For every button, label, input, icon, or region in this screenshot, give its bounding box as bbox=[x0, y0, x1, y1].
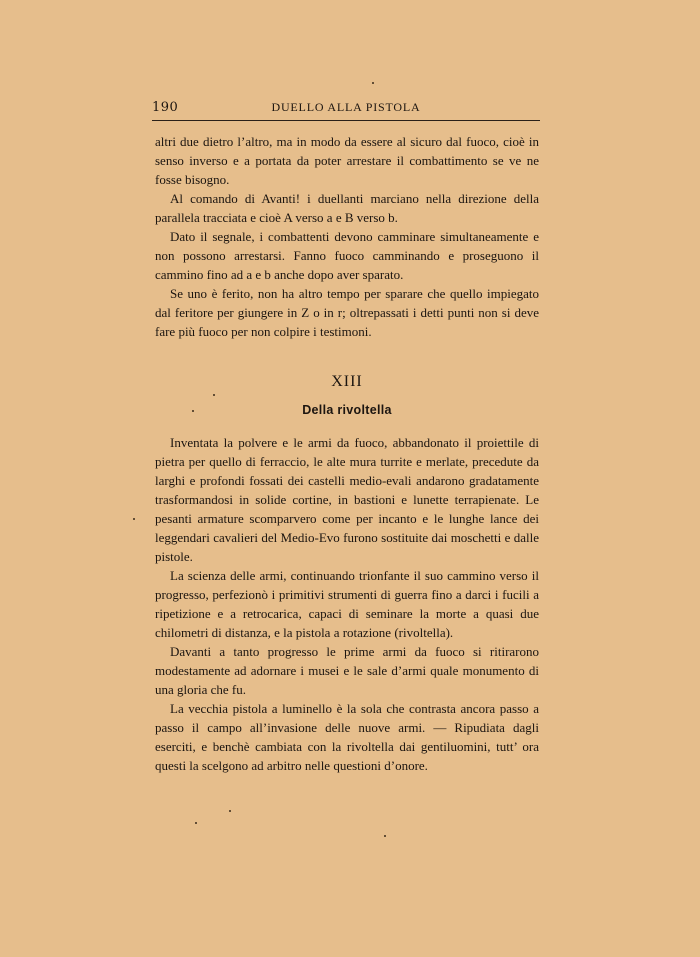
paper-speck bbox=[213, 394, 215, 396]
page-header bbox=[152, 98, 540, 121]
paper-speck bbox=[195, 822, 197, 824]
bottom-text-block bbox=[155, 433, 539, 775]
paragraph: Dato il segnale, i combattenti devono camminare simultaneamente e non possono arrestarsi. Fanno fuoco camminando e proseguono il cammino fino ad a e b anche dopo aver sparato. bbox=[155, 229, 539, 282]
paper-speck bbox=[192, 410, 194, 412]
paragraph: altri due dietro l’altro, ma in modo da essere al sicuro dal fuoco, cioè in senso inverso e a portata da poter arrestare il combattimento se ve ne fosse bisogno. bbox=[155, 134, 539, 187]
top-text-block bbox=[155, 132, 539, 341]
paper-speck bbox=[372, 82, 374, 84]
paragraph: Inventata la polvere e le armi da fuoco, abbandonato il proiettile di pietra per quello di ferraccio, le alte mura turrite e merlate, precedute da larghi e profondi fossati dei castelli medio-evali andarono gradatamente trasformandosi in solide cortine, in bastioni e lunette terrapienate. Le pesanti armature scomparvero come per incanto e le lunghe lance dei leggendari cavalieri del Medio-Evo furono sostituite dai moschetti e dalle pistole. bbox=[155, 435, 539, 564]
page-number: 190 bbox=[152, 100, 179, 115]
chapter-number: XIII bbox=[331, 373, 363, 390]
paragraph: Al comando di Avanti! i duellanti marciano nella direzione della parallela tracciata e cioè A verso a e B verso b. bbox=[155, 191, 539, 225]
paper-speck bbox=[229, 810, 231, 812]
chapter-title: Della rivoltella bbox=[302, 403, 392, 417]
running-title: DUELLO ALLA PISTOLA bbox=[271, 100, 421, 114]
paragraph: Se uno è ferito, non ha altro tempo per sparare che quello impiegato dal feritore per giungere in Z o in r; oltrepassati i detti punti non si deve fare più fuoco per non colpire i testimoni. bbox=[155, 286, 539, 339]
paragraph: La vecchia pistola a luminello è la sola che contrasta ancora passo a passo il campo all’invasione delle nuove armi. — Ripudiata dagli eserciti, e benchè cambiata con la rivoltella dai gentiluomini, tutt’ ora questi la scelgono ad arbitro nelle questioni d’onore. bbox=[155, 701, 539, 773]
paper-speck bbox=[384, 835, 386, 837]
paper-speck bbox=[133, 518, 135, 520]
paragraph: Davanti a tanto progresso le prime armi da fuoco si ritirarono modestamente ad adornare i musei e le sale d’armi quale monumento di una gloria che fu. bbox=[155, 644, 539, 697]
paragraph: La scienza delle armi, continuando trionfante il suo cammino verso il progresso, perfezionò i primitivi strumenti di guerra fino a darci i fucili a ripetizione e a retrocarica, capaci di seminare la morte a quasi due chilometri di distanza, e la pistola a rotazione (rivoltella). bbox=[155, 568, 539, 640]
